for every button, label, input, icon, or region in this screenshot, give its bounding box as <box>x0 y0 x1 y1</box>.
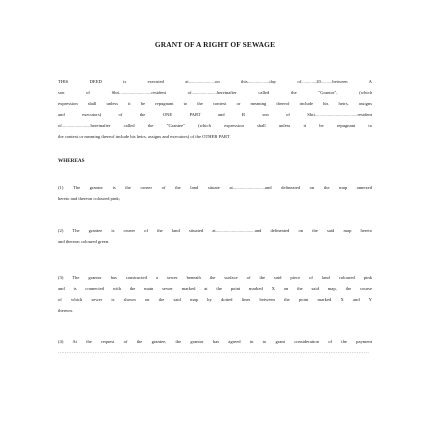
clause-1 <box>58 182 372 204</box>
clause-line: (1) The grantor is the owner of the land situate at............................and delineated on the map annexed <box>58 185 372 190</box>
whereas-heading: WHEREAS <box>58 158 85 164</box>
clause-4 <box>58 336 372 355</box>
clause-3 <box>58 272 372 316</box>
clause-line: (2) The grantee is owner of the land situated at..................................and delineated on the said map hereto <box>58 228 372 233</box>
clause-2 <box>58 225 372 247</box>
clause-line: of which sewer is shown on the said map by dotted lines between the point marked X and Y <box>58 297 372 302</box>
intro-line: the context or meaning thereof include his heirs, assigns and executors) of the OTHER PART <box>58 134 230 139</box>
dotted-fill-line: .................................................................................................................................................................................. <box>58 349 370 354</box>
clause-line: (4) At the request of the grantee, the grantor has agreed in to grant consideration of the payment <box>58 339 372 344</box>
clause-line: hereto and thereon coloured pink; <box>58 196 120 201</box>
intro-line: THIS DEED is executed at.......................on this...................day of.............20..........between A <box>58 79 372 84</box>
clause-line: thereon. <box>58 308 73 313</box>
intro-line: expression shall unless it be repugnant to the context or meaning thereof include his heirs, assigns <box>58 101 372 106</box>
intro-line: and executors) of the ONE PART and B son of Shri.....................................resident <box>58 112 372 117</box>
document-title: GRANT OF A RIGHT OF SEWAGE <box>154 40 276 49</box>
intro-paragraph <box>58 76 372 142</box>
clause-line: and thereon coloured green. <box>58 239 110 244</box>
intro-line: of.........................hereinafter called the "Grantee" (which expression shall unless it be repugnant to <box>58 123 372 128</box>
intro-line: son of Shri............................resident of......................hereinafter called the "Grantor", (which <box>58 90 372 95</box>
clause-line: and is connected with the main sewer marked at the point marked X on the said map, the course <box>58 286 372 291</box>
clause-line: (3) The grantor has constructed a sewer beneath the surface of the said piece of land coloured pink <box>58 275 372 280</box>
